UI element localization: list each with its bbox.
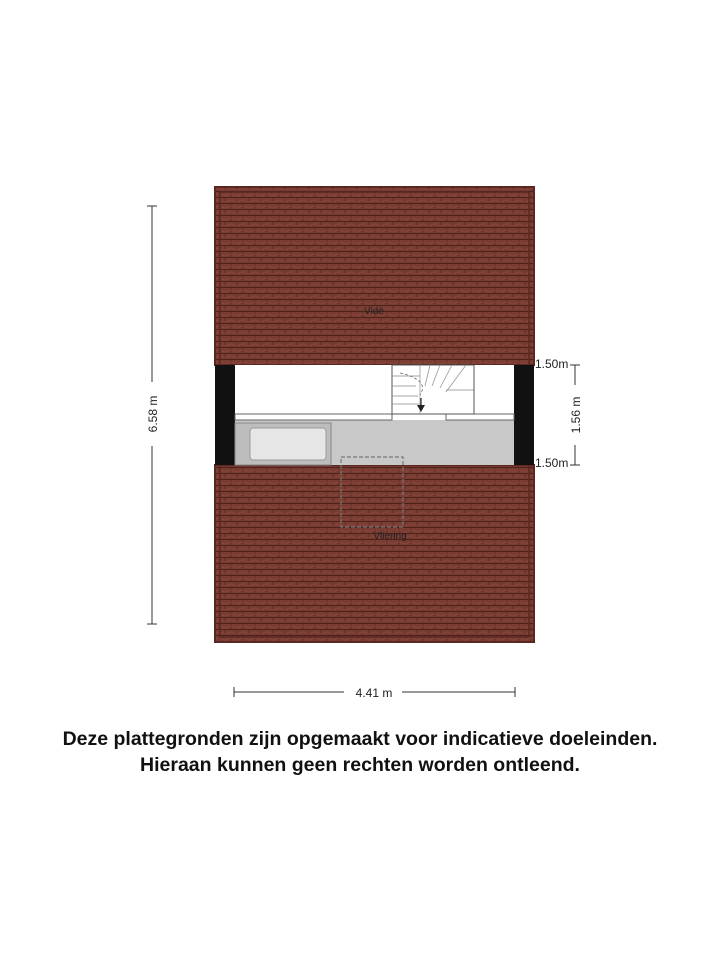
wall-left [215,365,235,465]
room-label-upper: Vide [364,306,384,317]
ledge-left [235,414,392,420]
dimension-depth-label: 6.58 m [146,395,160,433]
wall-right [514,365,534,465]
dimension-width-label: 4.41 m [355,686,393,700]
roof-lower [215,465,534,642]
disclaimer-line-2: Hieraan kunnen geen rechten worden ontleend. [140,754,580,776]
dimension-depth [140,206,164,624]
cabinet [235,423,331,465]
dimension-opening [566,365,586,465]
dimension-opening-label: 1.56 m [569,396,583,434]
height-label-bottom: 1.50m [535,456,569,470]
room-label-lower: Vliering [373,531,407,542]
ledge-right [446,414,514,420]
dimension-width [234,682,515,702]
height-label-top: 1.50m [535,357,569,371]
roof-upper [215,187,534,365]
disclaimer-line-1: Deze plattegronden zijn opgemaakt voor indicatieve doeleinden. [62,728,658,750]
staircase [392,365,474,414]
